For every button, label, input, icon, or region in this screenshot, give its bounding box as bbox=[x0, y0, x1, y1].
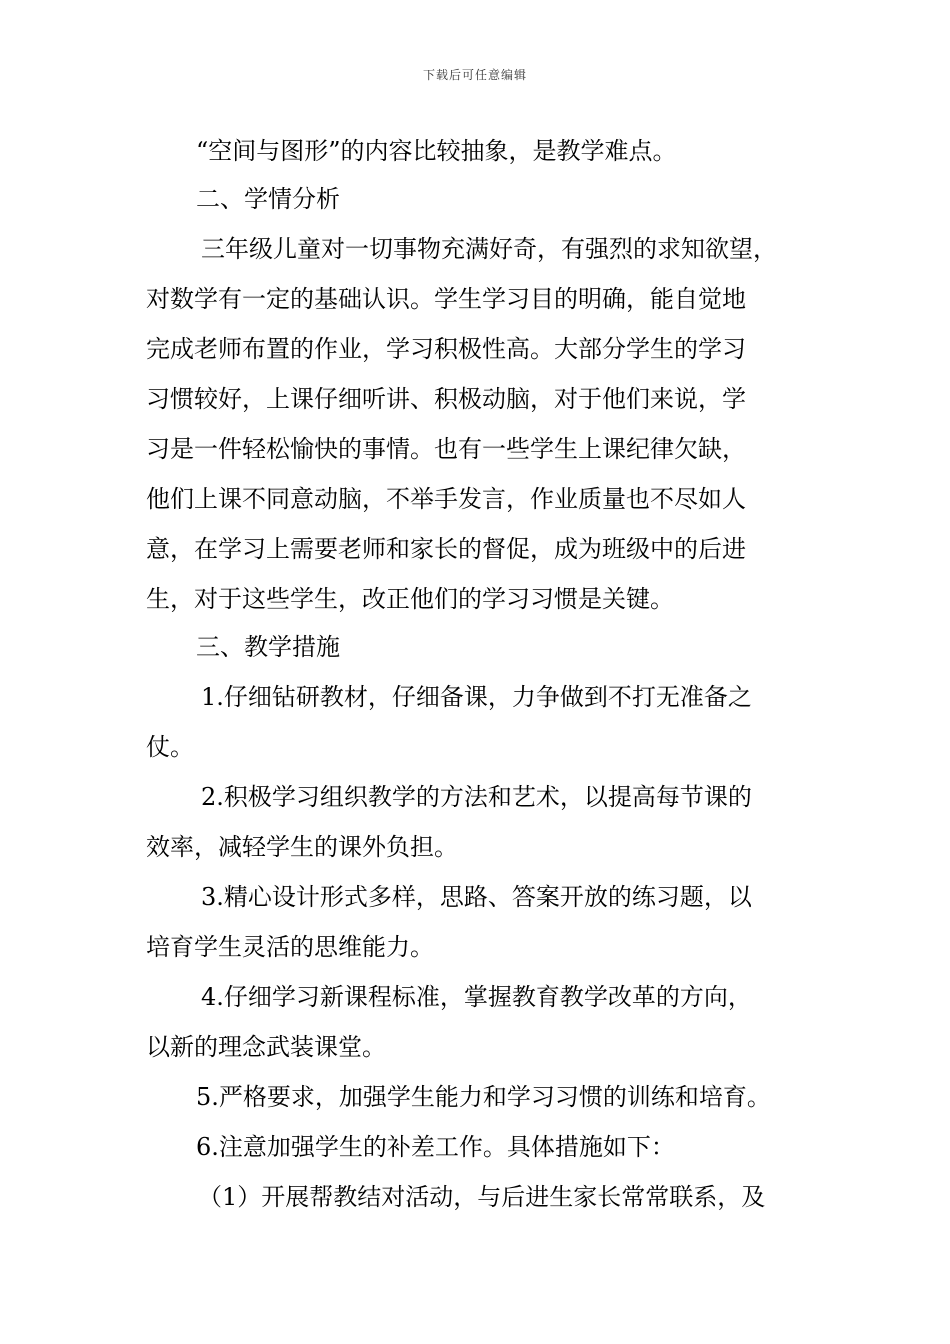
text-line: 对数学有一定的基础认识。学生学习目的明确，能自觉地 bbox=[146, 285, 746, 313]
text-line: 培育学生灵活的思维能力。 bbox=[146, 933, 434, 961]
section-heading: 二、学情分析 bbox=[196, 185, 340, 213]
section-heading: 三、教学措施 bbox=[196, 633, 340, 661]
page-header: 下载后可任意编辑 bbox=[422, 68, 527, 82]
list-item: 3.精心设计形式多样，思路、答案开放的练习题，以 bbox=[201, 883, 752, 911]
list-item: 6.注意加强学生的补差工作。具体措施如下： bbox=[196, 1133, 675, 1161]
text-line: 三年级儿童对一切事物充满好奇，有强烈的求知欲望， bbox=[201, 235, 777, 263]
text-line: 习惯较好，上课仔细听讲、积极动脑，对于他们来说，学 bbox=[146, 385, 746, 413]
list-item: 1.仔细钻研教材，仔细备课，力争做到不打无准备之 bbox=[201, 683, 752, 711]
text-line: 完成老师布置的作业，学习积极性高。大部分学生的学习 bbox=[146, 335, 746, 363]
text-line: 意，在学习上需要老师和家长的督促，成为班级中的后进 bbox=[146, 535, 746, 563]
list-item: （1）开展帮教结对活动，与后进生家长常常联系，及 bbox=[198, 1183, 766, 1211]
list-item: 5.严格要求，加强学生能力和学习习惯的训练和培育。 bbox=[196, 1083, 771, 1111]
text-line: 仗。 bbox=[146, 733, 194, 761]
list-item: 4.仔细学习新课程标准，掌握教育教学改革的方向， bbox=[201, 983, 752, 1011]
text-line: 效率，减轻学生的课外负担。 bbox=[146, 833, 458, 861]
text-line: 生，对于这些学生，改正他们的学习习惯是关键。 bbox=[146, 585, 674, 613]
list-item: 2.积极学习组织教学的方法和艺术，以提高每节课的 bbox=[201, 783, 752, 811]
text-line: 他们上课不同意动脑，不举手发言，作业质量也不尽如人 bbox=[146, 485, 746, 513]
text-line: “空间与图形”的内容比较抽象，是教学难点。 bbox=[196, 137, 677, 165]
text-line: 习是一件轻松愉快的事情。也有一些学生上课纪律欠缺， bbox=[146, 435, 746, 463]
text-line: 以新的理念武装课堂。 bbox=[146, 1033, 386, 1061]
